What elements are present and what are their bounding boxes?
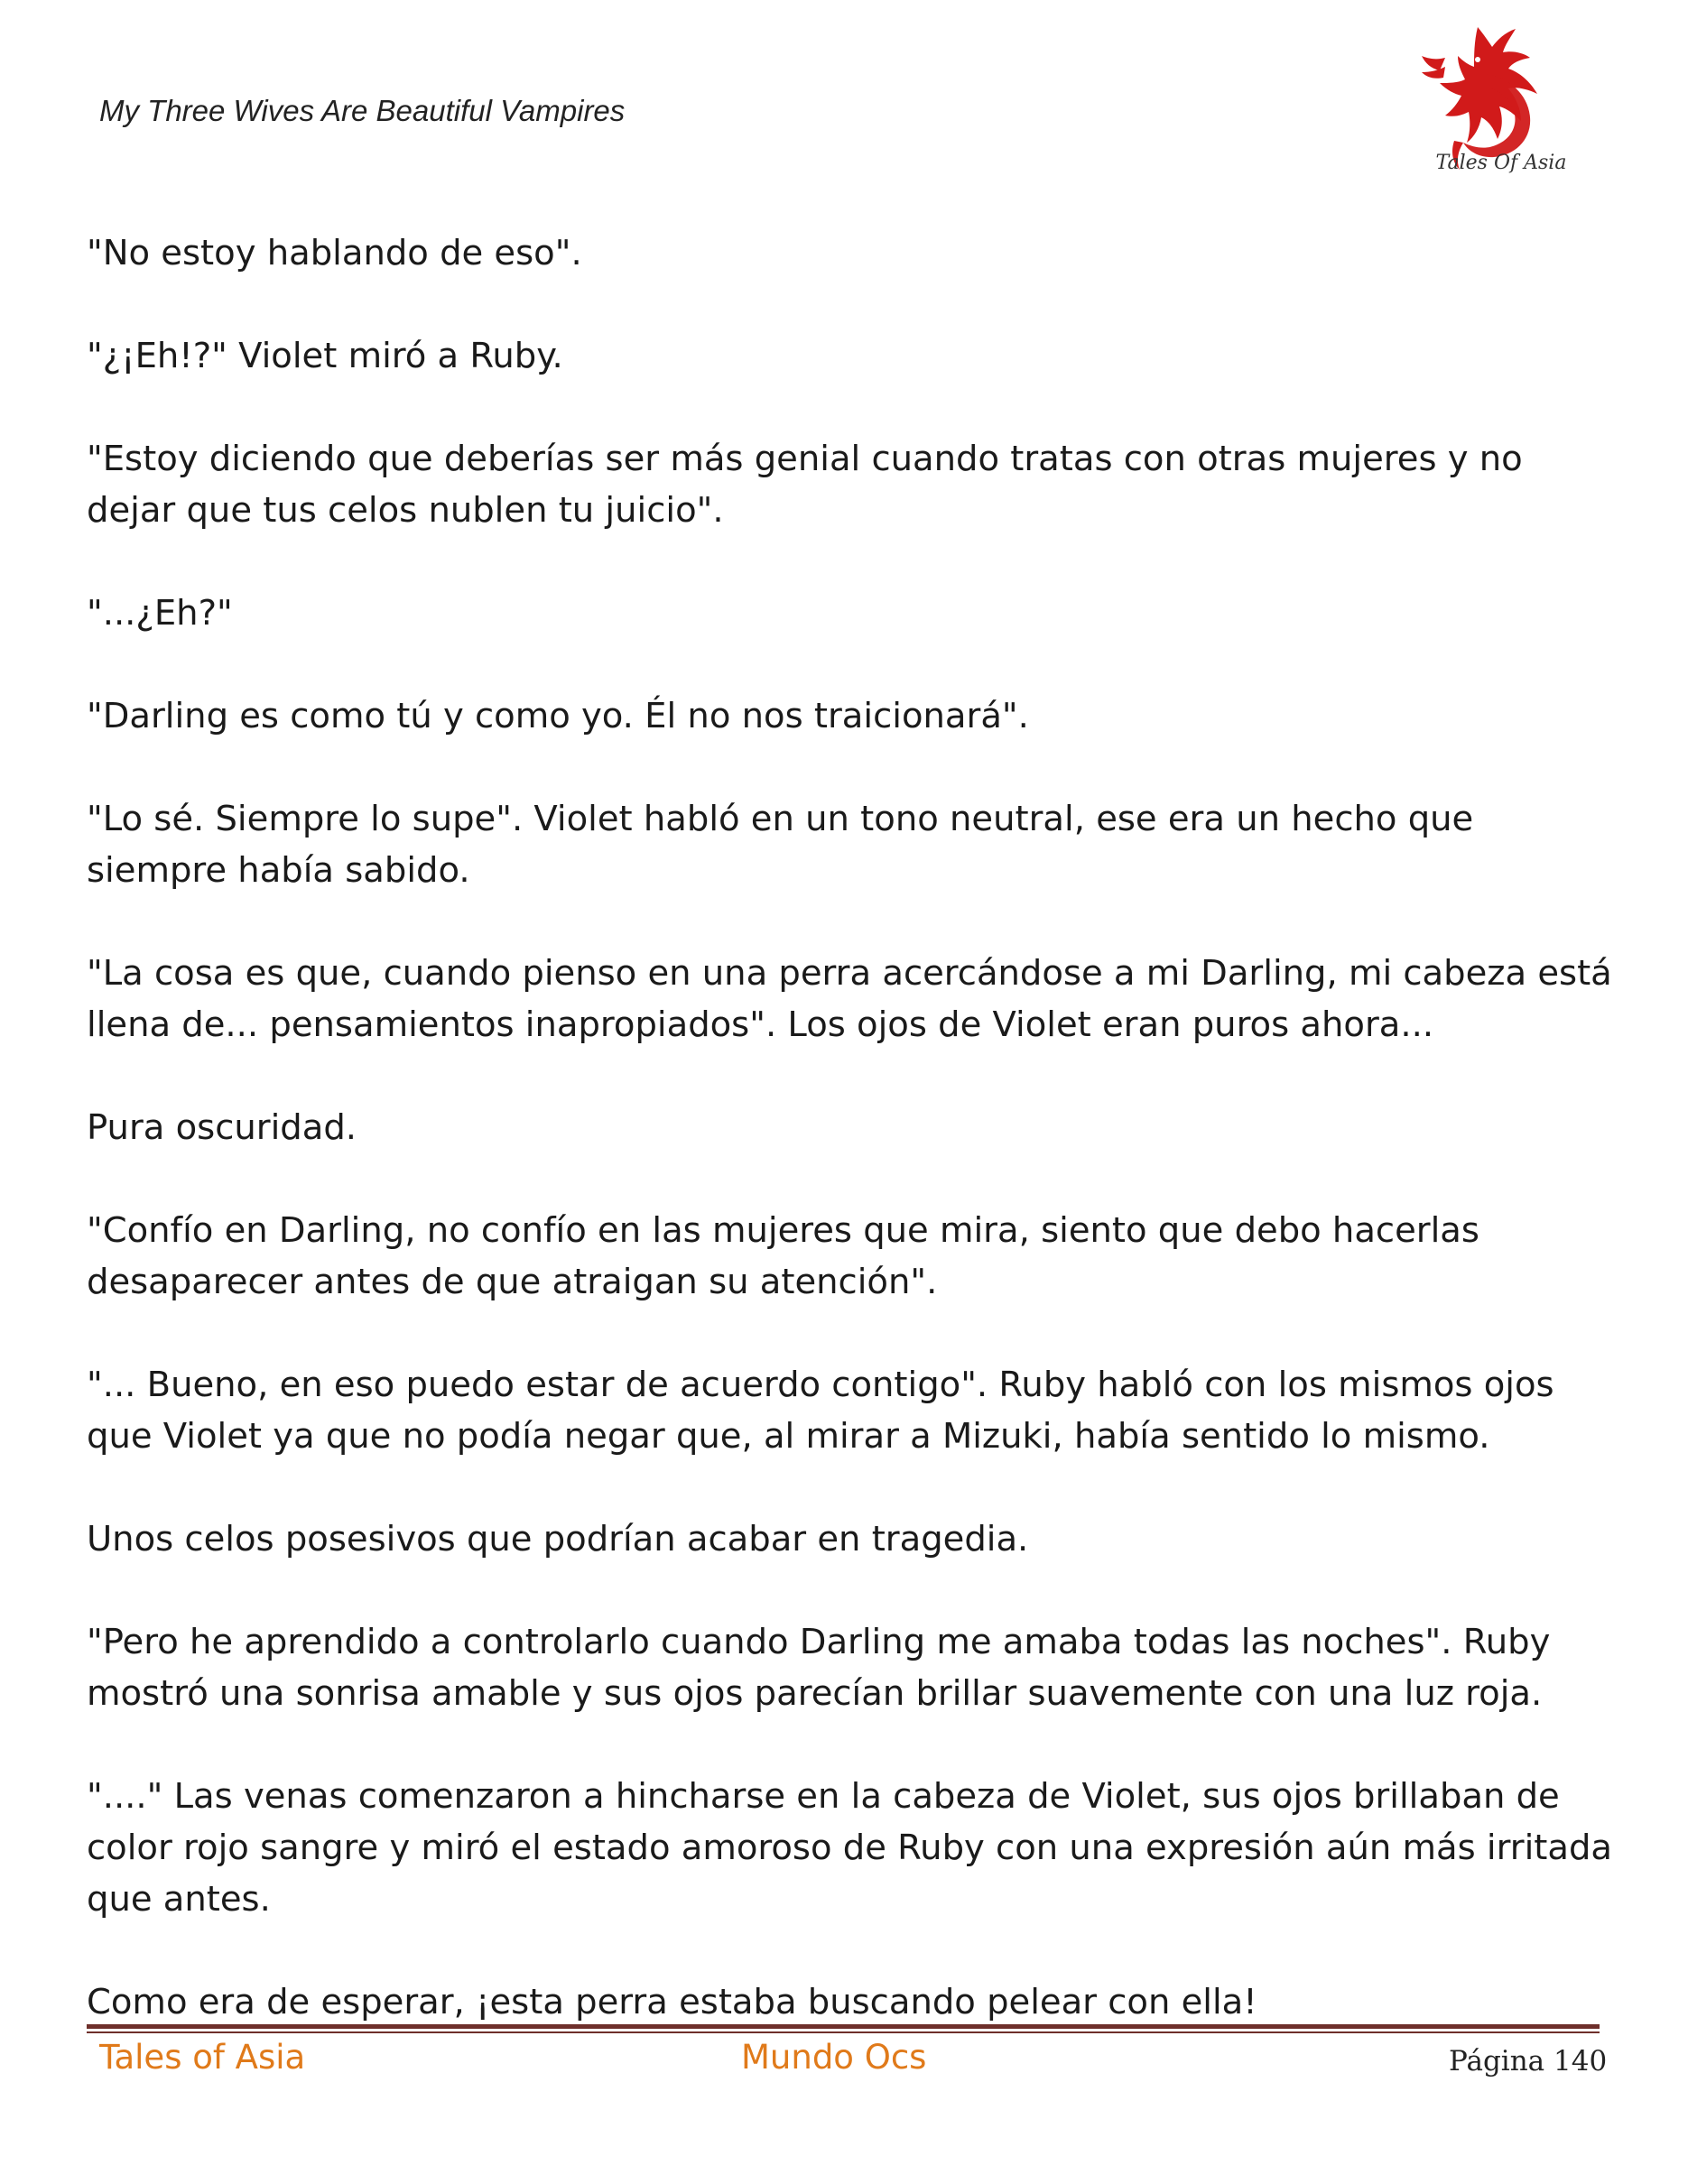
- footer-divider-thin: [87, 2031, 1600, 2033]
- paragraph: "... Bueno, en eso puedo estar de acuerdo contigo". Ruby habló con los mismos ojos que Violet ya que no podía negar que, al mirar a Mizuki, había sentido lo mismo.: [87, 1365, 1554, 1457]
- footer-section-name: Mundo Ocs: [741, 2038, 927, 2077]
- page-number: Página 140: [1449, 2045, 1608, 2078]
- paragraph: Como era de esperar, ¡esta perra estaba buscando pelear con ella!: [87, 1982, 1257, 2022]
- paragraph: Unos celos posesivos que podrían acabar en tragedia.: [87, 1519, 1029, 1559]
- paragraph: "Confío en Darling, no confío en las mujeres que mira, siento que debo hacerlas desaparecer antes de que atraigan su atención".: [87, 1210, 1479, 1302]
- paragraph: "...¿Eh?": [87, 593, 233, 634]
- paragraph: "La cosa es que, cuando pienso en una perra acercándose a mi Darling, mi cabeza está llena de... pensamientos inapropiados". Los ojos de Violet eran puros ahora...: [87, 953, 1612, 1045]
- paragraph: "Lo sé. Siempre lo supe". Violet habló en un tono neutral, ese era un hecho que siempre había sabido.: [87, 799, 1474, 891]
- paragraph: "Darling es como tú y como yo. Él no nos traicionará".: [87, 696, 1029, 736]
- paragraph: "...." Las venas comenzaron a hincharse en la cabeza de Violet, sus ojos brillaban de color rojo sangre y miró el estado amoroso de Ruby con una expresión aún más irritada que antes.: [87, 1776, 1612, 1920]
- paragraph: "No estoy hablando de eso".: [87, 233, 582, 273]
- footer-site-name: Tales of Asia: [99, 2038, 306, 2077]
- footer-divider: [87, 2024, 1600, 2029]
- book-title: My Three Wives Are Beautiful Vampires: [99, 94, 626, 127]
- chapter-body: [87, 227, 1621, 2028]
- paragraph: "Pero he aprendido a controlarlo cuando Darling me amaba todas las noches". Ruby mostró una sonrisa amable y sus ojos parecían brillar suavemente con una luz roja.: [87, 1622, 1551, 1714]
- logo-text: Tales Of Asia: [1435, 152, 1567, 174]
- paragraph: Pura oscuridad.: [87, 1107, 357, 1148]
- paragraph: "¿¡Eh!?" Violet miró a Ruby.: [87, 336, 563, 376]
- paragraph: "Estoy diciendo que deberías ser más genial cuando tratas con otras mujeres y no dejar que tus celos nublen tu juicio".: [87, 439, 1523, 531]
